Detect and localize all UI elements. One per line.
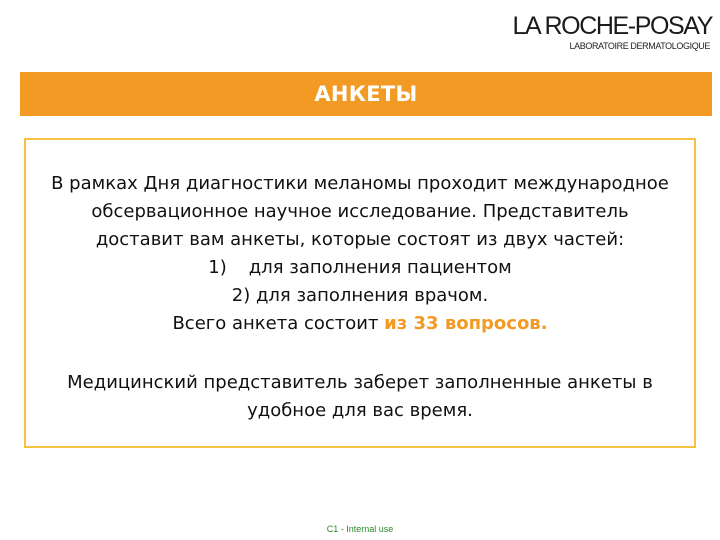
- list-item: [26, 254, 694, 282]
- total-questions-prefix: Всего анкета состоит: [172, 313, 379, 334]
- total-questions-line: [26, 310, 694, 338]
- total-questions-highlight: из 33 вопросов.: [384, 313, 548, 334]
- logo-subtitle: LABORATOIRE DERMATOLOGIQUE: [569, 41, 710, 51]
- list-item: [26, 282, 694, 310]
- list-item-text: для заполнения врачом.: [255, 285, 489, 306]
- list-item-text: для заполнения пациентом: [248, 257, 512, 278]
- page-title: АНКЕТЫ: [314, 82, 418, 106]
- brand-logo: [512, 12, 712, 51]
- list-item-number: 1): [208, 257, 227, 278]
- logo-brand-name: LA ROCHE-POSAY: [512, 12, 712, 40]
- list-item-number: 2): [231, 285, 251, 306]
- intro-line: В рамках Дня диагностики меланомы проходит международное: [51, 173, 669, 194]
- collection-paragraph: [26, 369, 694, 425]
- intro-line: доставит вам анкеты, которые состоят из двух частей:: [95, 229, 625, 250]
- collection-line: удобное для вас время.: [247, 400, 473, 421]
- intro-line: обсервационное научное исследование. Представитель: [91, 201, 629, 222]
- collection-line: Медицинский представитель заберет заполненные анкеты в: [67, 372, 653, 393]
- content-box: [24, 138, 696, 448]
- intro-paragraph: [26, 170, 694, 338]
- footer-classification: C1 - Internal use: [326, 524, 394, 534]
- title-bar: [20, 72, 712, 116]
